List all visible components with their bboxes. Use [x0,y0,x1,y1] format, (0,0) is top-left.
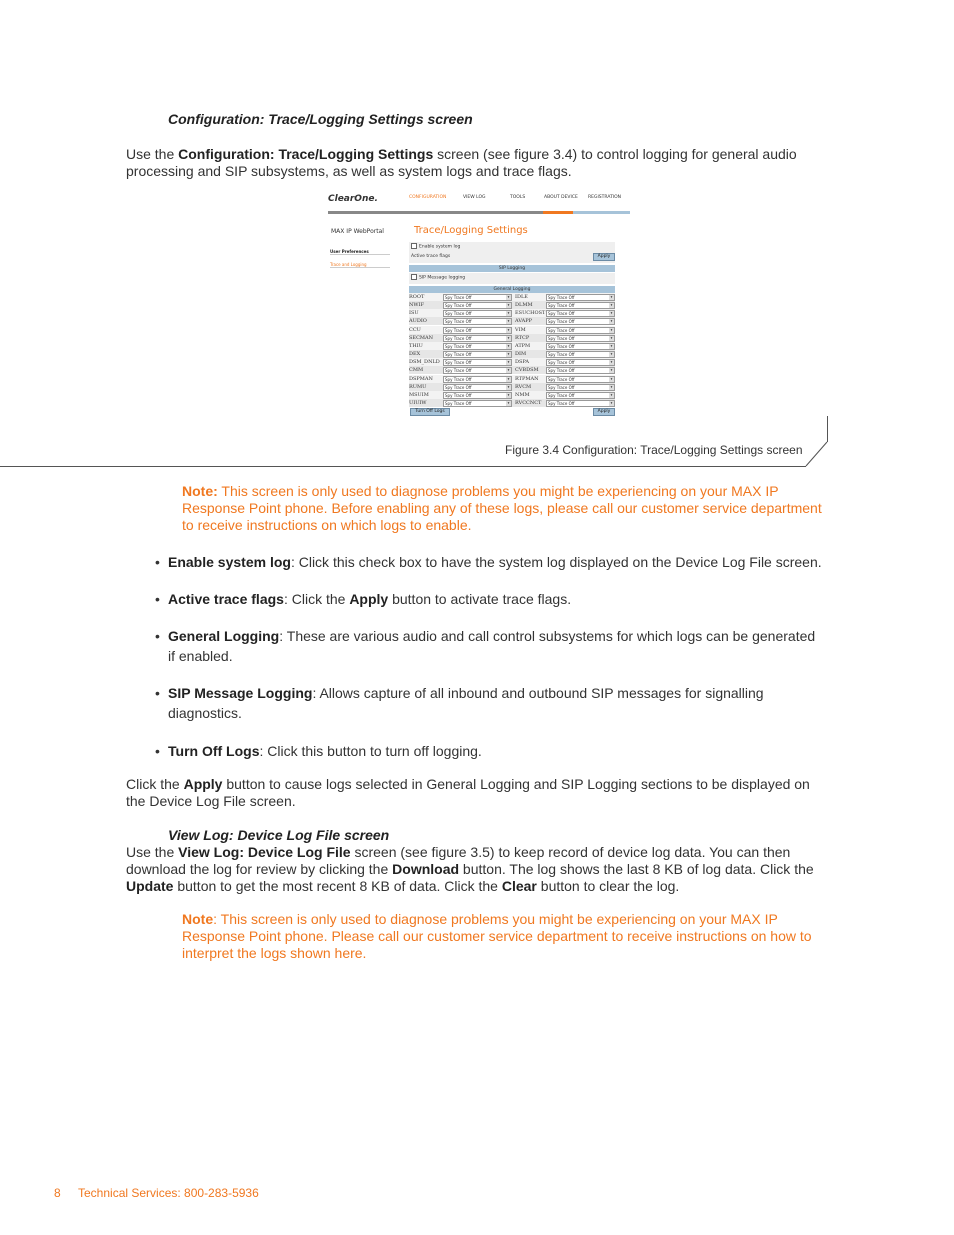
nav-bar-orange [543,211,573,214]
caption-frame-horizontal [0,466,806,467]
apply-button-bottom[interactable]: Apply [593,408,615,416]
trace-level-select-right[interactable] [546,400,615,407]
enable-system-log-checkbox[interactable] [411,243,417,249]
chevron-down-icon[interactable]: ▾ [507,384,510,389]
chevron-down-icon[interactable]: ▾ [610,335,613,340]
trace-level-value: Spy Trace Off [548,303,575,309]
trace-level-value: Spy Trace Off [445,343,472,349]
s2-t2: button. The log shows the last 8 KB of log data. Click the [459,861,814,877]
trace-level-value: Spy Trace Off [548,311,575,317]
trace-level-select-right[interactable] [546,392,615,399]
turn-off-logs-button[interactable]: Turn Off Logs [410,408,450,416]
bullet-turn-off-logs [155,741,825,761]
trace-level-select-right[interactable] [546,367,615,374]
table-row [409,293,615,301]
chevron-down-icon[interactable]: ▾ [610,376,613,381]
trace-level-value: Spy Trace Off [548,400,575,406]
clearone-logo: ClearOne. [328,194,378,204]
bullet-dot: • [155,685,160,701]
trace-level-value: Spy Trace Off [445,319,472,325]
subsystem-name-left: ROOT [409,294,425,300]
trace-level-select-left[interactable] [443,343,512,350]
table-row [409,334,615,342]
bullet-enable-system-log [155,552,825,572]
sidebar-item-trace-logging[interactable]: Trace and Logging [330,262,390,268]
intro-bold: Configuration: Trace/Logging Settings [178,146,434,162]
trace-level-select-left[interactable] [443,392,512,399]
trace-level-value: Spy Trace Off [445,360,472,366]
subsystem-name-left: CMM [409,367,424,374]
intro-paragraph [126,146,826,180]
s2-b1: View Log: Device Log File [178,844,351,860]
trace-level-select-right[interactable] [546,351,615,358]
chevron-down-icon[interactable]: ▾ [507,368,510,373]
trace-level-value: Spy Trace Off [548,392,575,398]
nav-view-log[interactable]: VIEW LOG [463,195,486,200]
trace-level-value: Spy Trace Off [548,384,575,390]
bullet-1-bold: Enable system log [168,554,291,570]
chevron-down-icon[interactable]: ▾ [507,400,510,405]
subsystem-name-right: RVCCNCT [515,399,542,406]
chevron-down-icon[interactable]: ▾ [610,352,613,357]
subsystem-name-left: AUDIO [409,318,427,325]
trace-level-select-left[interactable] [443,367,512,374]
screen-title: Trace/Logging Settings [414,225,528,236]
chevron-down-icon[interactable]: ▾ [610,400,613,405]
subsystem-name-right: RTCP [515,334,530,341]
trace-level-value: Spy Trace Off [445,368,472,374]
trace-level-select-right[interactable] [546,343,615,350]
trace-level-value: Spy Trace Off [445,303,472,309]
trace-level-select-left[interactable] [443,359,512,366]
table-row [409,317,615,325]
intro-post: screen (see figure 3.4) to control logging for general audio processing and SIP subsystems, as well as system logs and trace flags. [126,146,797,179]
chevron-down-icon[interactable]: ▾ [507,376,510,381]
note-1 [182,483,827,534]
chevron-down-icon[interactable]: ▾ [507,319,510,324]
bullet-3-text: : These are various audio and call control subsystems for which logs can be generated if enabled. [168,628,816,664]
trace-level-value: Spy Trace Off [445,392,472,398]
nav-bar-blue [573,211,630,214]
bullet-5-bold: Turn Off Logs [168,743,260,759]
subsystem-name-left: ISU [409,310,419,317]
table-row [409,383,615,391]
general-logging-header: General Logging [409,286,615,293]
nav-bar-grey [328,211,543,214]
trace-level-value: Spy Trace Off [548,327,575,333]
chevron-down-icon[interactable]: ▾ [610,384,613,389]
subsystem-name-right: ATPM [515,342,531,349]
subsystem-name-right: AVAPP [515,318,532,325]
caption-frame-vertical [827,416,828,442]
trace-level-value: Spy Trace Off [548,343,575,349]
apply-pre: Click the [126,776,184,792]
subsystem-name-right: RVCM [515,383,532,390]
trace-level-select-left[interactable] [443,310,512,317]
s2-b2: Download [392,861,460,877]
subsystem-name-left: DSM_DNLD [409,359,440,366]
subsystem-name-right: CVBDSM [515,367,539,374]
section-heading: Configuration: Trace/Logging Settings screen [168,111,473,127]
trace-level-select-right[interactable] [546,359,615,366]
sip-message-logging-label: SIP Message logging [419,275,466,281]
trace-level-value: Spy Trace Off [445,384,472,390]
bullet-1-text: : Click this check box to have the system log displayed on the Device Log File screen. [290,554,822,570]
chevron-down-icon[interactable]: ▾ [610,360,613,365]
table-row [409,399,615,407]
bullet-dot: • [155,554,160,570]
subsystem-name-left: DEX [409,351,421,358]
chevron-down-icon[interactable]: ▾ [507,360,510,365]
subsystem-name-left: CCU [409,326,421,333]
chevron-down-icon[interactable]: ▾ [610,303,613,308]
trace-level-select-left[interactable] [443,376,512,383]
apply-button-top[interactable]: Apply [593,253,615,261]
subsystem-name-left: THIU [409,342,423,349]
trace-level-value: Spy Trace Off [548,352,575,358]
trace-level-select-left[interactable] [443,400,512,407]
subsystem-name-right: NMM [515,391,530,398]
nav-registration[interactable]: REGISTRATION [588,195,622,200]
bullet-2-bold2: Apply [349,591,389,607]
note-2 [182,911,822,962]
trace-level-select-left[interactable] [443,318,512,325]
chevron-down-icon[interactable]: ▾ [507,335,510,340]
enable-system-log[interactable] [411,243,460,250]
trace-level-select-right[interactable] [546,335,615,342]
bullet-dot: • [155,591,160,607]
section-2-paragraph [126,844,826,895]
s2-b4: Clear [501,878,537,894]
sip-message-logging-checkbox[interactable] [411,274,417,280]
trace-level-select-left[interactable] [443,335,512,342]
subsystem-name-left: MSUIM [409,391,429,398]
caption-frame-diagonal [804,440,830,468]
trace-level-value: Spy Trace Off [445,335,472,341]
active-trace-flags-label: Active trace flags [411,254,451,259]
subsystem-name-left: NWIF [409,302,424,309]
bullet-sip-message-logging [155,683,825,723]
bullet-dot: • [155,743,160,759]
chevron-down-icon[interactable]: ▾ [507,311,510,316]
bullet-5-text: : Click this button to turn off logging. [259,743,482,759]
chevron-down-icon[interactable]: ▾ [507,295,510,299]
footer-text: Technical Services: 800-283-5936 [78,1186,259,1200]
trace-level-select-right[interactable] [546,302,615,309]
sidebar-title: MAX IP WebPortal [331,228,384,235]
apply-bold: Apply [183,776,223,792]
nav-tools[interactable]: TOOLS [510,195,526,200]
chevron-down-icon[interactable]: ▾ [507,352,510,357]
trace-level-value: Spy Trace Off [548,319,575,325]
trace-level-value: Spy Trace Off [548,368,575,374]
s2-t1: screen (see figure 3.5) to keep record of device log data. You can then download the log for review by clicking the [126,844,791,877]
trace-level-select-right[interactable] [546,294,615,301]
subsystem-name-right: VIM [515,326,526,333]
trace-level-value: Spy Trace Off [445,327,472,333]
s2-t4: button to clear the log. [536,878,680,894]
trace-level-select-left[interactable] [443,384,512,391]
trace-level-value: Spy Trace Off [548,376,575,382]
subsystem-name-left: UIUIW [409,399,427,406]
trace-level-value: Spy Trace Off [548,335,575,341]
table-row [409,326,615,334]
trace-level-select-right[interactable] [546,310,615,317]
bullet-4-bold: SIP Message Logging [168,685,313,701]
trace-level-select-left[interactable] [443,351,512,358]
bullet-2-bold: Active trace flags [168,591,284,607]
s2-pre: Use the [126,844,179,860]
chevron-down-icon[interactable]: ▾ [507,392,510,397]
table-row [409,309,615,317]
bullet-dot: • [155,628,160,644]
intro-pre: Use the [126,146,179,162]
sip-logging-header: SIP Logging [409,265,615,272]
trace-level-value: Spy Trace Off [548,360,575,366]
subsystem-name-left: RUMU [409,383,427,390]
chevron-down-icon[interactable]: ▾ [507,303,510,308]
trace-level-select-left[interactable] [443,302,512,309]
chevron-down-icon[interactable]: ▾ [610,368,613,373]
enable-system-log-label: Enable system log [419,244,461,250]
chevron-down-icon[interactable]: ▾ [610,343,613,348]
trace-level-value: Spy Trace Off [445,352,472,358]
trace-level-value: Spy Trace Off [445,295,472,300]
sip-message-logging[interactable] [411,274,465,281]
nav-configuration[interactable]: CONFIGURATION [409,195,447,200]
chevron-down-icon[interactable]: ▾ [610,319,613,324]
nav-about-device[interactable]: ABOUT DEVICE [544,195,578,200]
trace-level-value: Spy Trace Off [445,311,472,317]
note-1-text: This screen is only used to diagnose problems you might be experiencing on your MAX IP Response Point phone. Before enabling any of these logs, please call our customer service department to receive instructions on which logs to enable. [182,483,822,533]
apply-post: button to cause logs selected in General Logging and SIP Logging sections to be displayed on the Device Log File screen. [126,776,810,809]
table-row [409,391,615,399]
figure-caption: Figure 3.4 Configuration: Trace/Logging Settings screen [505,443,803,457]
s2-b3: Update [126,878,174,894]
table-row [409,375,615,383]
chevron-down-icon[interactable]: ▾ [610,327,613,332]
note-2-label: Note [182,911,214,927]
subsystem-name-left: DSPMAN [409,375,433,382]
trace-level-select-right[interactable] [546,318,615,325]
chevron-down-icon[interactable]: ▾ [507,327,510,332]
subsystem-name-right: DIM [515,351,527,358]
apply-paragraph [126,776,826,810]
trace-level-value: Spy Trace Off [548,295,575,300]
trace-level-select-right[interactable] [546,376,615,383]
trace-level-select-right[interactable] [546,327,615,334]
bullet-active-trace-flags [155,589,825,609]
bullet-3-bold: General Logging [168,628,280,644]
bullet-general-logging [155,626,825,666]
subsystem-name-right: ESUCHOST [515,310,546,317]
bullet-2-text: : Click the [283,591,350,607]
section-2-heading: View Log: Device Log File screen [168,827,390,843]
subsystem-name-right: DLMM [515,302,533,309]
table-row [409,301,615,309]
chevron-down-icon[interactable]: ▾ [610,392,613,397]
s2-t3: button to get the most recent 8 KB of data. Click the [173,878,502,894]
trace-level-select-left[interactable] [443,294,512,301]
table-row [409,358,615,366]
subsystem-name-right: IDLE [515,294,528,300]
note-1-label: Note: [182,483,218,499]
sidebar-item-user-preferences[interactable]: User Preferences [330,249,390,255]
bullet-4-text: : Allows capture of all inbound and outbound SIP messages for signalling diagnostics. [168,685,764,721]
trace-level-select-left[interactable] [443,327,512,334]
trace-level-value: Spy Trace Off [445,400,472,406]
chevron-down-icon[interactable]: ▾ [610,295,613,299]
note-2-text: : This screen is only used to diagnose problems you might be experiencing on your MAX IP Response Point phone. Please call our customer service department to receive instructions on how to interpret the logs shown here. [182,911,812,961]
bullet-2-text2: button to activate trace flags. [388,591,572,607]
chevron-down-icon[interactable]: ▾ [610,311,613,316]
chevron-down-icon[interactable]: ▾ [507,343,510,348]
trace-level-select-right[interactable] [546,384,615,391]
subsystem-name-right: DSPA [515,359,529,366]
page-number: 8 [54,1186,61,1200]
subsystem-name-right: RTPMAN [515,375,539,382]
figure-screenshot [325,190,630,420]
table-row [409,350,615,358]
table-row [409,342,615,350]
table-row [409,366,615,374]
trace-level-value: Spy Trace Off [445,376,472,382]
subsystem-name-left: SECMAN [409,334,434,341]
